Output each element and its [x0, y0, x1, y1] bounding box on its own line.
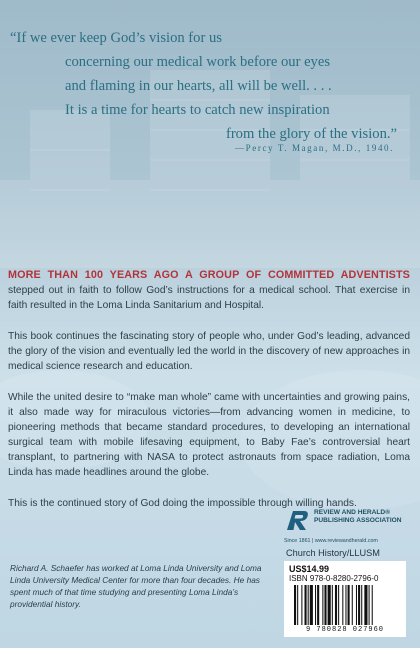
epigraph-quote	[10, 26, 405, 146]
quote-attribution: —Percy T. Magan, M.D., 1940.	[235, 143, 394, 153]
barcode-panel	[284, 561, 406, 637]
description-paragraph: This is the continued story of God doing the impossible through willing hands.	[8, 498, 357, 509]
lead-heading: MORE THAN 100 YEARS AGO A GROUP OF COMMITTED ADVENTISTS	[8, 269, 410, 281]
publisher-since: Since 1861 | www.reviewandherald.com	[284, 538, 378, 544]
publisher-block	[284, 508, 412, 544]
quote-line: It is a time for hearts to catch new inspiration	[65, 102, 330, 118]
shelving-category: Church History/LLUSM	[286, 548, 380, 558]
lead-text: stepped out in faith to follow God’s instructions for a medical school. That exercise in faith resulted in the Loma Linda Sanitarium and Hospital.	[8, 285, 410, 311]
quote-line: concerning our medical work before our eyes	[65, 54, 331, 70]
description-paragraph	[8, 268, 410, 313]
description-paragraph: This book continues the fascinating story of people who, under God’s leading, advanced the glory of the vision and eventually led the world in the discovery of new approaches in medical science research and education.	[8, 331, 410, 372]
quote-line: “If we ever keep God’s vision for us	[10, 30, 222, 46]
barcode-image	[292, 585, 404, 625]
barcode-digits: 9 780828 027960	[305, 626, 384, 634]
publisher-name: REVIEW AND HERALD® PUBLISHING ASSOCIATION	[314, 509, 402, 524]
cover-description	[8, 268, 410, 527]
quote-line: from the glory of the vision.”	[225, 126, 397, 142]
quote-line: and flaming in our hearts, all will be well. . . .	[65, 78, 332, 94]
description-paragraph: While the united desire to “make man whole” came with uncertainties and growing pains, it also made way for miraculous victories—from advancing women in medicine, to pioneering methods that became standard procedures, to developing an international surgical team with mobile lifesaving equipment, to Baby Fae’s controversial heart transplant, to partnering with NASA to protect astronauts from space radiation, Loma Linda has made headlines around the globe.	[8, 392, 410, 478]
rh-logo-icon	[284, 508, 310, 534]
price-label: US$14.99	[289, 564, 330, 574]
author-bio: Richard A. Schaefer has worked at Loma Linda University and Loma Linda University Medical Center for more than four decades. He has spent much of that time studying and presenting Loma Linda’s providential history.	[10, 563, 262, 609]
isbn-label: ISBN 978-0-8280-2796-0	[289, 574, 379, 583]
